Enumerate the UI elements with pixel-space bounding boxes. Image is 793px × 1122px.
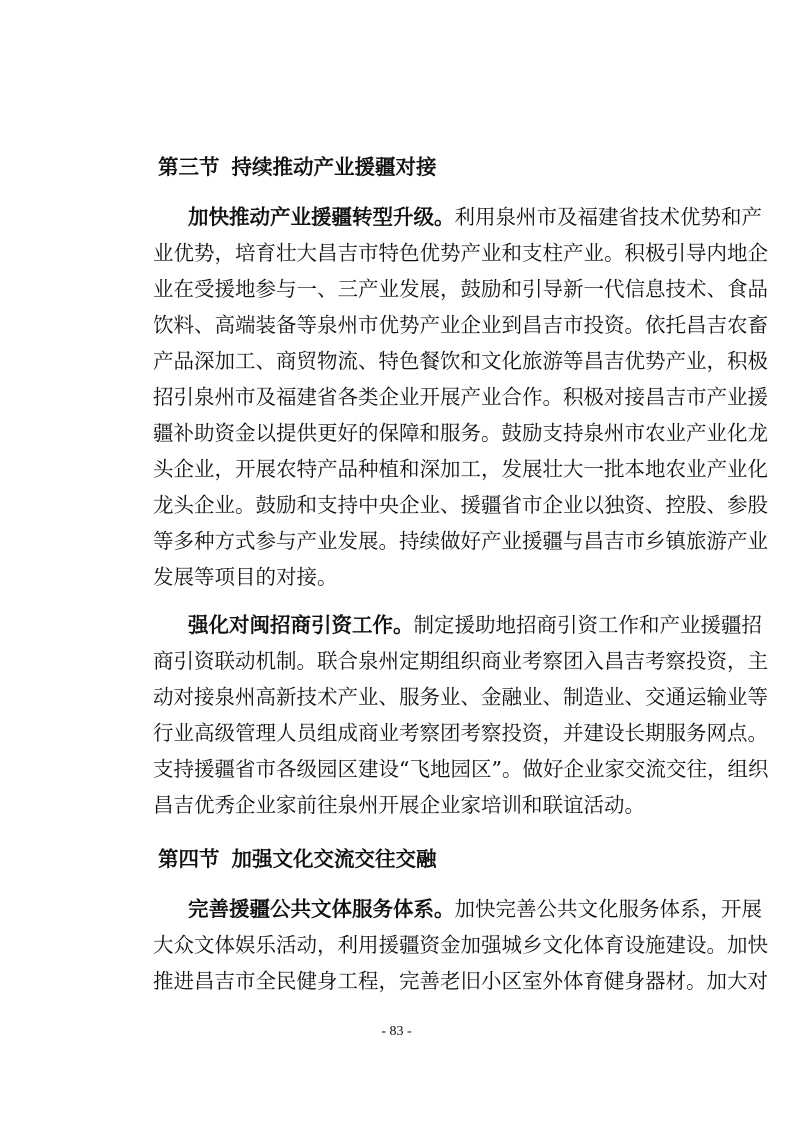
paragraph-line: 业在受援地参与一、三产业发展，鼓励和引导新一代信息技术、食品 — [153, 277, 768, 301]
page-number: - 83 - — [381, 1024, 412, 1039]
section-heading-4 — [158, 847, 437, 871]
section-number: 第四节 — [158, 847, 220, 871]
section-title: 持续推动产业援疆对接 — [231, 155, 437, 179]
section-title: 加强文化交流交往交融 — [231, 847, 437, 871]
paragraph-line: 商引资联动机制。联合泉州定期组织商业考察团入昌吉考察投资，主 — [153, 649, 768, 673]
paragraph-text: 利用泉州市及福建省技术优势和产 — [454, 205, 762, 229]
paragraph-line — [188, 205, 762, 229]
paragraph-line — [188, 613, 762, 637]
section-heading-3 — [158, 155, 437, 179]
paragraph-line: 大众文体娱乐活动，利用援疆资金加强城乡文化体育设施建设。加快 — [153, 933, 768, 957]
paragraph-lead: 完善援疆公共文体服务体系。 — [188, 897, 455, 921]
paragraph-line: 昌吉优秀企业家前往泉州开展企业家培训和联谊活动。 — [153, 793, 645, 817]
paragraph-line: 业优势，培育壮大昌吉市特色优势产业和支柱产业。积极引导内地企 — [153, 241, 768, 265]
paragraph-text: 加快完善公共文化服务体系，开展 — [454, 897, 762, 921]
paragraph-line: 龙头企业。鼓励和支持中央企业、援疆省市企业以独资、控股、参股 — [153, 493, 768, 517]
paragraph-line: 推进昌吉市全民健身工程，完善老旧小区室外体育健身器材。加大对 — [153, 969, 768, 993]
paragraph-line: 支持援疆省市各级园区建设“飞地园区”。做好企业家交流交往，组织 — [153, 757, 769, 781]
paragraph-lead: 加快推动产业援疆转型升级。 — [188, 205, 455, 229]
paragraph-line: 动对接泉州高新技术产业、服务业、金融业、制造业、交通运输业等 — [153, 685, 768, 709]
paragraph-line: 行业高级管理人员组成商业考察团考察投资，并建设长期服务网点。 — [153, 721, 768, 745]
paragraph-line: 产品深加工、商贸物流、特色餐饮和文化旅游等昌吉优势产业，积极 — [153, 349, 768, 373]
paragraph-line — [188, 897, 762, 921]
paragraph-line: 饮料、高端装备等泉州市优势产业企业到昌吉市投资。依托昌吉农畜 — [153, 313, 768, 337]
paragraph-lead: 强化对闽招商引资工作。 — [188, 613, 414, 637]
paragraph-line: 发展等项目的对接。 — [153, 565, 338, 589]
paragraph-line: 头企业，开展农特产品种植和深加工，发展壮大一批本地农业产业化 — [153, 457, 768, 481]
paragraph-line: 等多种方式参与产业发展。持续做好产业援疆与昌吉市乡镇旅游产业 — [153, 529, 768, 553]
section-number: 第三节 — [158, 155, 220, 179]
paragraph-line: 疆补助资金以提供更好的保障和服务。鼓励支持泉州市农业产业化龙 — [153, 421, 768, 445]
paragraph-text: 制定援助地招商引资工作和产业援疆招 — [413, 613, 762, 637]
paragraph-line: 招引泉州市及福建省各类企业开展产业合作。积极对接昌吉市产业援 — [153, 385, 768, 409]
